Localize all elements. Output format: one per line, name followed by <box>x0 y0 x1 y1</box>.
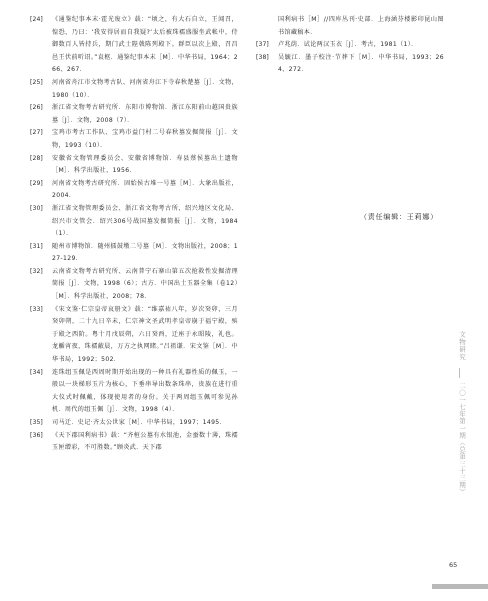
reference-number: [37] <box>256 41 269 49</box>
reference-number: [24] <box>30 16 43 23</box>
journal-issue-label: 二〇一七年第一期（总第三十三期） <box>458 382 466 496</box>
reference-number: [29] <box>30 179 43 187</box>
reference-text: 卢兆荫．试论两汉玉衣［J］．考古，1981（1）． <box>278 41 418 49</box>
reference-number: [32] <box>30 267 43 275</box>
side-divider <box>459 368 460 378</box>
page-number: 65 <box>449 561 458 569</box>
reference-text: 河南省文物考古研究所．固始侯古堆一号墓［M］．大象出版社，2004． <box>52 179 238 200</box>
reference-number: [36] <box>30 431 43 439</box>
reference-text: 司马迁．史记·齐太公世家［M］．中华书局，1997；1495． <box>52 419 226 426</box>
reference-entry <box>30 430 238 455</box>
reference-number: [26] <box>30 104 43 112</box>
reference-text: 吴毓江．墨子校注·节葬下［M］．中华书局，1993；264、272． <box>278 53 444 74</box>
reference-entry <box>30 178 238 203</box>
reference-entry <box>30 153 238 178</box>
reference-entry <box>30 266 238 304</box>
reference-entry <box>30 241 238 266</box>
reference-text: 《通鉴纪事本末·霍光废立》载：“顷之，有大石自立，王闻召，惶恐，乃曰：‘我安得居而自我疑?’太后被珠襦盛服坐武帐中，侍御数百人皆持兵，期门武士陛戟陈列殿下。群臣以次上殿，召昌邑王伏前听诏。”袁枢．通鉴纪事本末［M］．中华书局，1964；266、267． <box>52 16 238 74</box>
reference-text: 河南省舟江市文物考古队、河南省舟江下寺春秋楚墓［J］．文物，1980（10）． <box>52 78 238 99</box>
reference-number: [25] <box>30 78 43 86</box>
reference-text: 国利病书［M］//四库丛刊·史部．上海涵芬楼影印昆山图书馆藏稿本． <box>278 16 444 36</box>
reference-entry <box>30 77 238 102</box>
reference-text: 安徽省文物管理委员会、安徽省博物馆．寿县蔡侯墓出土遗物［M］．科学出版社，1956． <box>52 154 238 175</box>
reference-entry-continued <box>256 14 444 39</box>
reference-entry <box>30 417 238 430</box>
reference-number: [27] <box>30 129 43 137</box>
journal-side-title: 文物研究 <box>458 331 466 361</box>
reference-text: 《天下郡国利病书》载：“齐桓公墓有水银池，金蚕数十薄，珠襦玉匣缯彩，不可胜数。”顾炎武．天下郡 <box>52 431 238 452</box>
reference-number: [33] <box>30 305 43 313</box>
responsible-editor-note: （责任编辑：王莉娜） <box>360 213 438 221</box>
reference-number: [35] <box>30 419 43 426</box>
reference-text: 云南省文物考古研究所、云南普宁石寨山第五次抢救性发掘清理简报［J］．文物，1998（6）；古方．中国出土玉器全集（卷12）［M］．科学出版社，2008；78． <box>52 267 238 301</box>
reference-number: [30] <box>30 204 43 212</box>
reference-number: [34] <box>30 368 43 376</box>
reference-text: 宝鸡市考古工作队、宝鸡市益门村二号春秋墓发掘简报［J］．文物，1993（10）． <box>52 129 238 149</box>
reference-text: 浙江省文物考古研究所．东阳市博物馆．浙江东阳前山越国贵族墓［J］．文物，2008（7）． <box>52 104 238 124</box>
reference-entry <box>30 203 238 241</box>
references-left-column <box>30 14 238 455</box>
reference-entry <box>256 52 444 77</box>
references-right-column <box>256 14 444 77</box>
reference-number: [28] <box>30 154 43 162</box>
reference-entry <box>30 102 238 127</box>
reference-text: 连珠组玉佩是西周时期开始出现的一种具有礼器性质的佩玉，一般以一块梯形玉片为核心，下垂串导出数条珠串，贵族在进行重大仪式时佩戴，体现使用者的身份。关于两周组玉佩可参见孙机．周代的组玉佩［J］．文物，1998（4）． <box>52 368 238 414</box>
reference-entry <box>256 39 444 52</box>
reference-entry <box>30 304 238 367</box>
reference-text: 随州市博物馆．随州擂鼓墩二号墓［M］．文物出版社，2008；127-129． <box>52 242 238 263</box>
reference-text: 浙江省文物管理委员会、浙江省文物考古所、绍兴地区文化局、绍兴市文管会．绍兴306号战国墓发掘简报［J］．文物，1984（1）． <box>52 204 238 238</box>
reference-number: [31] <box>30 242 43 250</box>
reference-entry <box>30 367 238 417</box>
reference-text: 《宋文鉴·仁宗皇帝哀册文》载：“维嘉祐八年，岁次癸卯，三月癸卯朔，二十九日辛未，仁宗神文圣武明孝皇帝崩于福宁殿，殡于殿之西阶。粤十月戊辰朔，六日癸酉，迁座于永昭陵，礼也。龙輴宵夜，珠襦蔽晨，万方之执网睹。”吕祖谦．宋文鉴［M］．中华书局，1992；502． <box>52 305 238 364</box>
page-footer-bar <box>432 584 488 589</box>
reference-number: [38] <box>256 53 269 61</box>
reference-entry <box>30 14 238 77</box>
reference-entry <box>30 127 238 152</box>
